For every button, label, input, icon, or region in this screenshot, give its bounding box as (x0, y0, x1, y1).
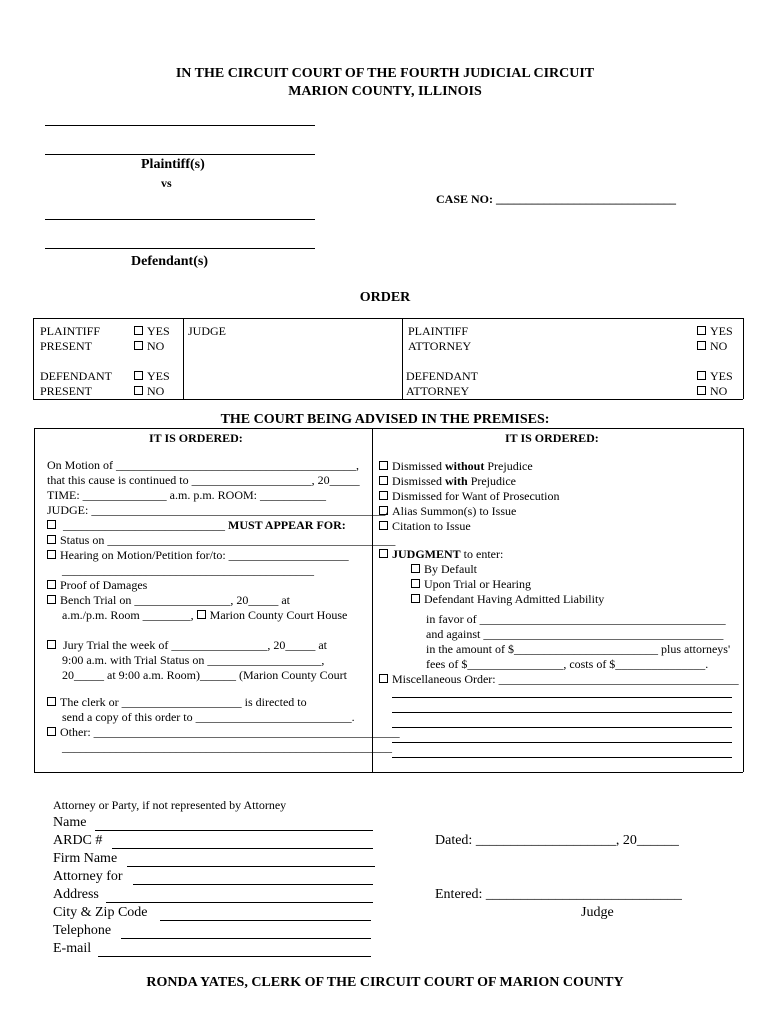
checkbox-icon[interactable] (134, 386, 143, 395)
checkbox-icon[interactable] (411, 579, 420, 588)
defendant-line-1[interactable] (45, 219, 315, 220)
judge-signature-label: Judge (581, 905, 614, 920)
plaintiff-attorney-label-2: ATTORNEY (408, 339, 472, 353)
dismissed-with-option[interactable]: Dismissed with Prejudice (379, 474, 516, 489)
jury-trial-status[interactable]: 9:00 a.m. with Trial Status on ___________________, (62, 653, 325, 667)
amount-field[interactable]: in the amount of $________________________ plus attorneys' (426, 642, 731, 656)
plaintiff-attorney-label-1: PLAINTIFF (408, 324, 469, 338)
city-zip-label: City & Zip Code (53, 905, 148, 920)
email-line[interactable] (98, 956, 371, 957)
clerk-option[interactable]: The clerk or ____________________ is directed to (47, 695, 307, 710)
other-option[interactable]: Other: ___________________________________________________ (47, 725, 362, 740)
checkbox-icon[interactable] (47, 697, 56, 706)
firm-name-label: Firm Name (53, 851, 118, 866)
telephone-label: Telephone (53, 923, 112, 938)
plaintiff-label: Plaintiff(s) (141, 157, 205, 172)
by-default-option[interactable]: By Default (411, 562, 477, 577)
misc-order-option[interactable]: Miscellaneous Order: ________________________________________ (379, 672, 739, 687)
checkbox-icon[interactable] (697, 386, 706, 395)
attorney-heading: Attorney or Party, if not represented by Attorney (53, 798, 287, 812)
misc-line-4[interactable] (392, 742, 732, 743)
judge-field[interactable]: JUDGE: _________________________________________________. (47, 503, 389, 517)
checkbox-icon[interactable] (134, 341, 143, 350)
proof-option[interactable]: Proof of Damages (47, 578, 147, 593)
checkbox-icon[interactable] (379, 491, 388, 500)
checkbox-icon[interactable] (379, 674, 388, 683)
continued-field[interactable]: that this cause is continued to ____________________, 20_____ (47, 473, 360, 487)
against-field[interactable]: and against ________________________________________ (426, 627, 724, 641)
checkbox-icon[interactable] (47, 595, 56, 604)
plaintiff-present-label-1: PLAINTIFF (40, 324, 101, 338)
ardc-line[interactable] (112, 848, 373, 849)
defendant-present-yes[interactable]: YES (134, 369, 170, 384)
jury-trial-room[interactable]: 20_____ at 9:00 a.m. Room)______ (Marion County Court (62, 668, 347, 682)
vs-label: vs (161, 176, 172, 190)
checkbox-icon[interactable] (134, 371, 143, 380)
plaintiff-line-2[interactable] (45, 154, 315, 155)
misc-line-1[interactable] (392, 697, 732, 698)
dismissed-without-option[interactable]: Dismissed without Prejudice (379, 459, 533, 474)
status-option[interactable]: Status on ________________________________________________ (47, 533, 362, 548)
case-no-field[interactable]: CASE NO: ______________________________ (436, 192, 677, 206)
defendant-present-label-2: PRESENT (40, 384, 93, 398)
plaintiff-present-no[interactable]: NO (134, 339, 164, 354)
judge-label: JUDGE (188, 324, 226, 338)
motion-field[interactable]: On Motion of ________________________________________, (47, 458, 359, 472)
checkbox-icon[interactable] (47, 727, 56, 736)
misc-line-5[interactable] (392, 757, 732, 758)
left-ordered-heading: IT IS ORDERED: (149, 431, 243, 445)
bench-trial-option[interactable]: Bench Trial on ________________, 20_____ at (47, 593, 290, 608)
order-title: ORDER (359, 290, 411, 305)
plaintiff-line-1[interactable] (45, 125, 315, 126)
checkbox-icon[interactable] (47, 550, 56, 559)
plaintiff-present-yes[interactable]: YES (134, 324, 170, 339)
hearing-option[interactable]: Hearing on Motion/Petition for/to: ____________________ (47, 548, 349, 563)
telephone-line[interactable] (121, 938, 371, 939)
checkbox-icon[interactable] (47, 640, 56, 649)
checkbox-icon[interactable] (197, 610, 206, 619)
misc-line-2[interactable] (392, 712, 732, 713)
want-of-prosecution-option[interactable]: Dismissed for Want of Prosecution (379, 489, 559, 504)
clerk-copy-field[interactable]: send a copy of this order to __________________________. (62, 710, 355, 724)
checkbox-icon[interactable] (47, 535, 56, 544)
attorney-for-line[interactable] (133, 884, 373, 885)
checkbox-icon[interactable] (697, 341, 706, 350)
checkbox-icon[interactable] (697, 326, 706, 335)
alias-summons-option[interactable]: Alias Summon(s) to Issue (379, 504, 516, 519)
hearing-line-2[interactable]: __________________________________________ (62, 563, 314, 577)
checkbox-icon[interactable] (379, 461, 388, 470)
fees-costs-field[interactable]: fees of $________________, costs of $_______________. (426, 657, 709, 671)
dated-field[interactable]: Dated: ____________________, 20______ (435, 833, 679, 848)
citation-option[interactable]: Citation to Issue (379, 519, 471, 534)
checkbox-icon[interactable] (47, 580, 56, 589)
checkbox-icon[interactable] (379, 506, 388, 515)
checkbox-icon[interactable] (379, 476, 388, 485)
advised-title: THE COURT BEING ADVISED IN THE PREMISES: (220, 412, 550, 427)
defendant-label: Defendant(s) (131, 254, 208, 269)
defendant-attorney-no[interactable]: NO (697, 384, 727, 399)
judgment-option[interactable]: JUDGMENT to enter: (379, 547, 503, 562)
must-appear-row[interactable]: ___________________________ MUST APPEAR FOR: (47, 518, 346, 533)
entered-field[interactable]: Entered: ____________________________ (435, 887, 682, 902)
email-label: E-mail (53, 941, 92, 956)
city-zip-line[interactable] (160, 920, 371, 921)
checkbox-icon[interactable] (134, 326, 143, 335)
defendant-attorney-label-2: ATTORNEY (406, 384, 470, 398)
county-title: MARION COUNTY, ILLINOIS (288, 84, 482, 99)
admitted-liability-option[interactable]: Defendant Having Admitted Liability (411, 592, 604, 607)
address-line[interactable] (106, 902, 373, 903)
checkbox-icon[interactable] (411, 594, 420, 603)
checkbox-icon[interactable] (379, 549, 388, 558)
defendant-attorney-label-1: DEFENDANT (406, 369, 478, 383)
time-room-field[interactable]: TIME: ______________ a.m. p.m. ROOM: ___________ (47, 488, 326, 502)
attorney-for-label: Attorney for (53, 869, 123, 884)
defendant-present-no[interactable]: NO (134, 384, 164, 399)
jury-trial-option[interactable]: Jury Trial the week of ________________, 20_____ at (47, 638, 327, 653)
checkbox-icon[interactable] (47, 520, 56, 529)
firm-name-line[interactable] (127, 866, 375, 867)
upon-trial-option[interactable]: Upon Trial or Hearing (411, 577, 531, 592)
right-ordered-heading: IT IS ORDERED: (505, 431, 599, 445)
checkbox-icon[interactable] (411, 564, 420, 573)
plaintiff-attorney-no[interactable]: NO (697, 339, 727, 354)
plaintiff-attorney-yes[interactable]: YES (697, 324, 733, 339)
other-line-2[interactable]: _______________________________________________________ (62, 740, 392, 754)
bench-trial-room[interactable]: a.m./p.m. Room ________, Marion County Court House (62, 608, 348, 622)
name-line[interactable] (95, 830, 373, 831)
checkbox-icon[interactable] (697, 371, 706, 380)
court-title: IN THE CIRCUIT COURT OF THE FOURTH JUDICIAL CIRCUIT (175, 66, 595, 81)
defendant-line-2[interactable] (45, 248, 315, 249)
in-favor-field[interactable]: in favor of _________________________________________ (426, 612, 726, 626)
name-label: Name (53, 815, 87, 830)
checkbox-icon[interactable] (379, 521, 388, 530)
defendant-present-label-1: DEFENDANT (40, 369, 112, 383)
misc-line-3[interactable] (392, 727, 732, 728)
plaintiff-present-label-2: PRESENT (40, 339, 93, 353)
clerk-footer: RONDA YATES, CLERK OF THE CIRCUIT COURT OF MARION COUNTY (146, 975, 624, 990)
address-label: Address (53, 887, 99, 902)
ardc-label: ARDC # (53, 833, 103, 848)
defendant-attorney-yes[interactable]: YES (697, 369, 733, 384)
